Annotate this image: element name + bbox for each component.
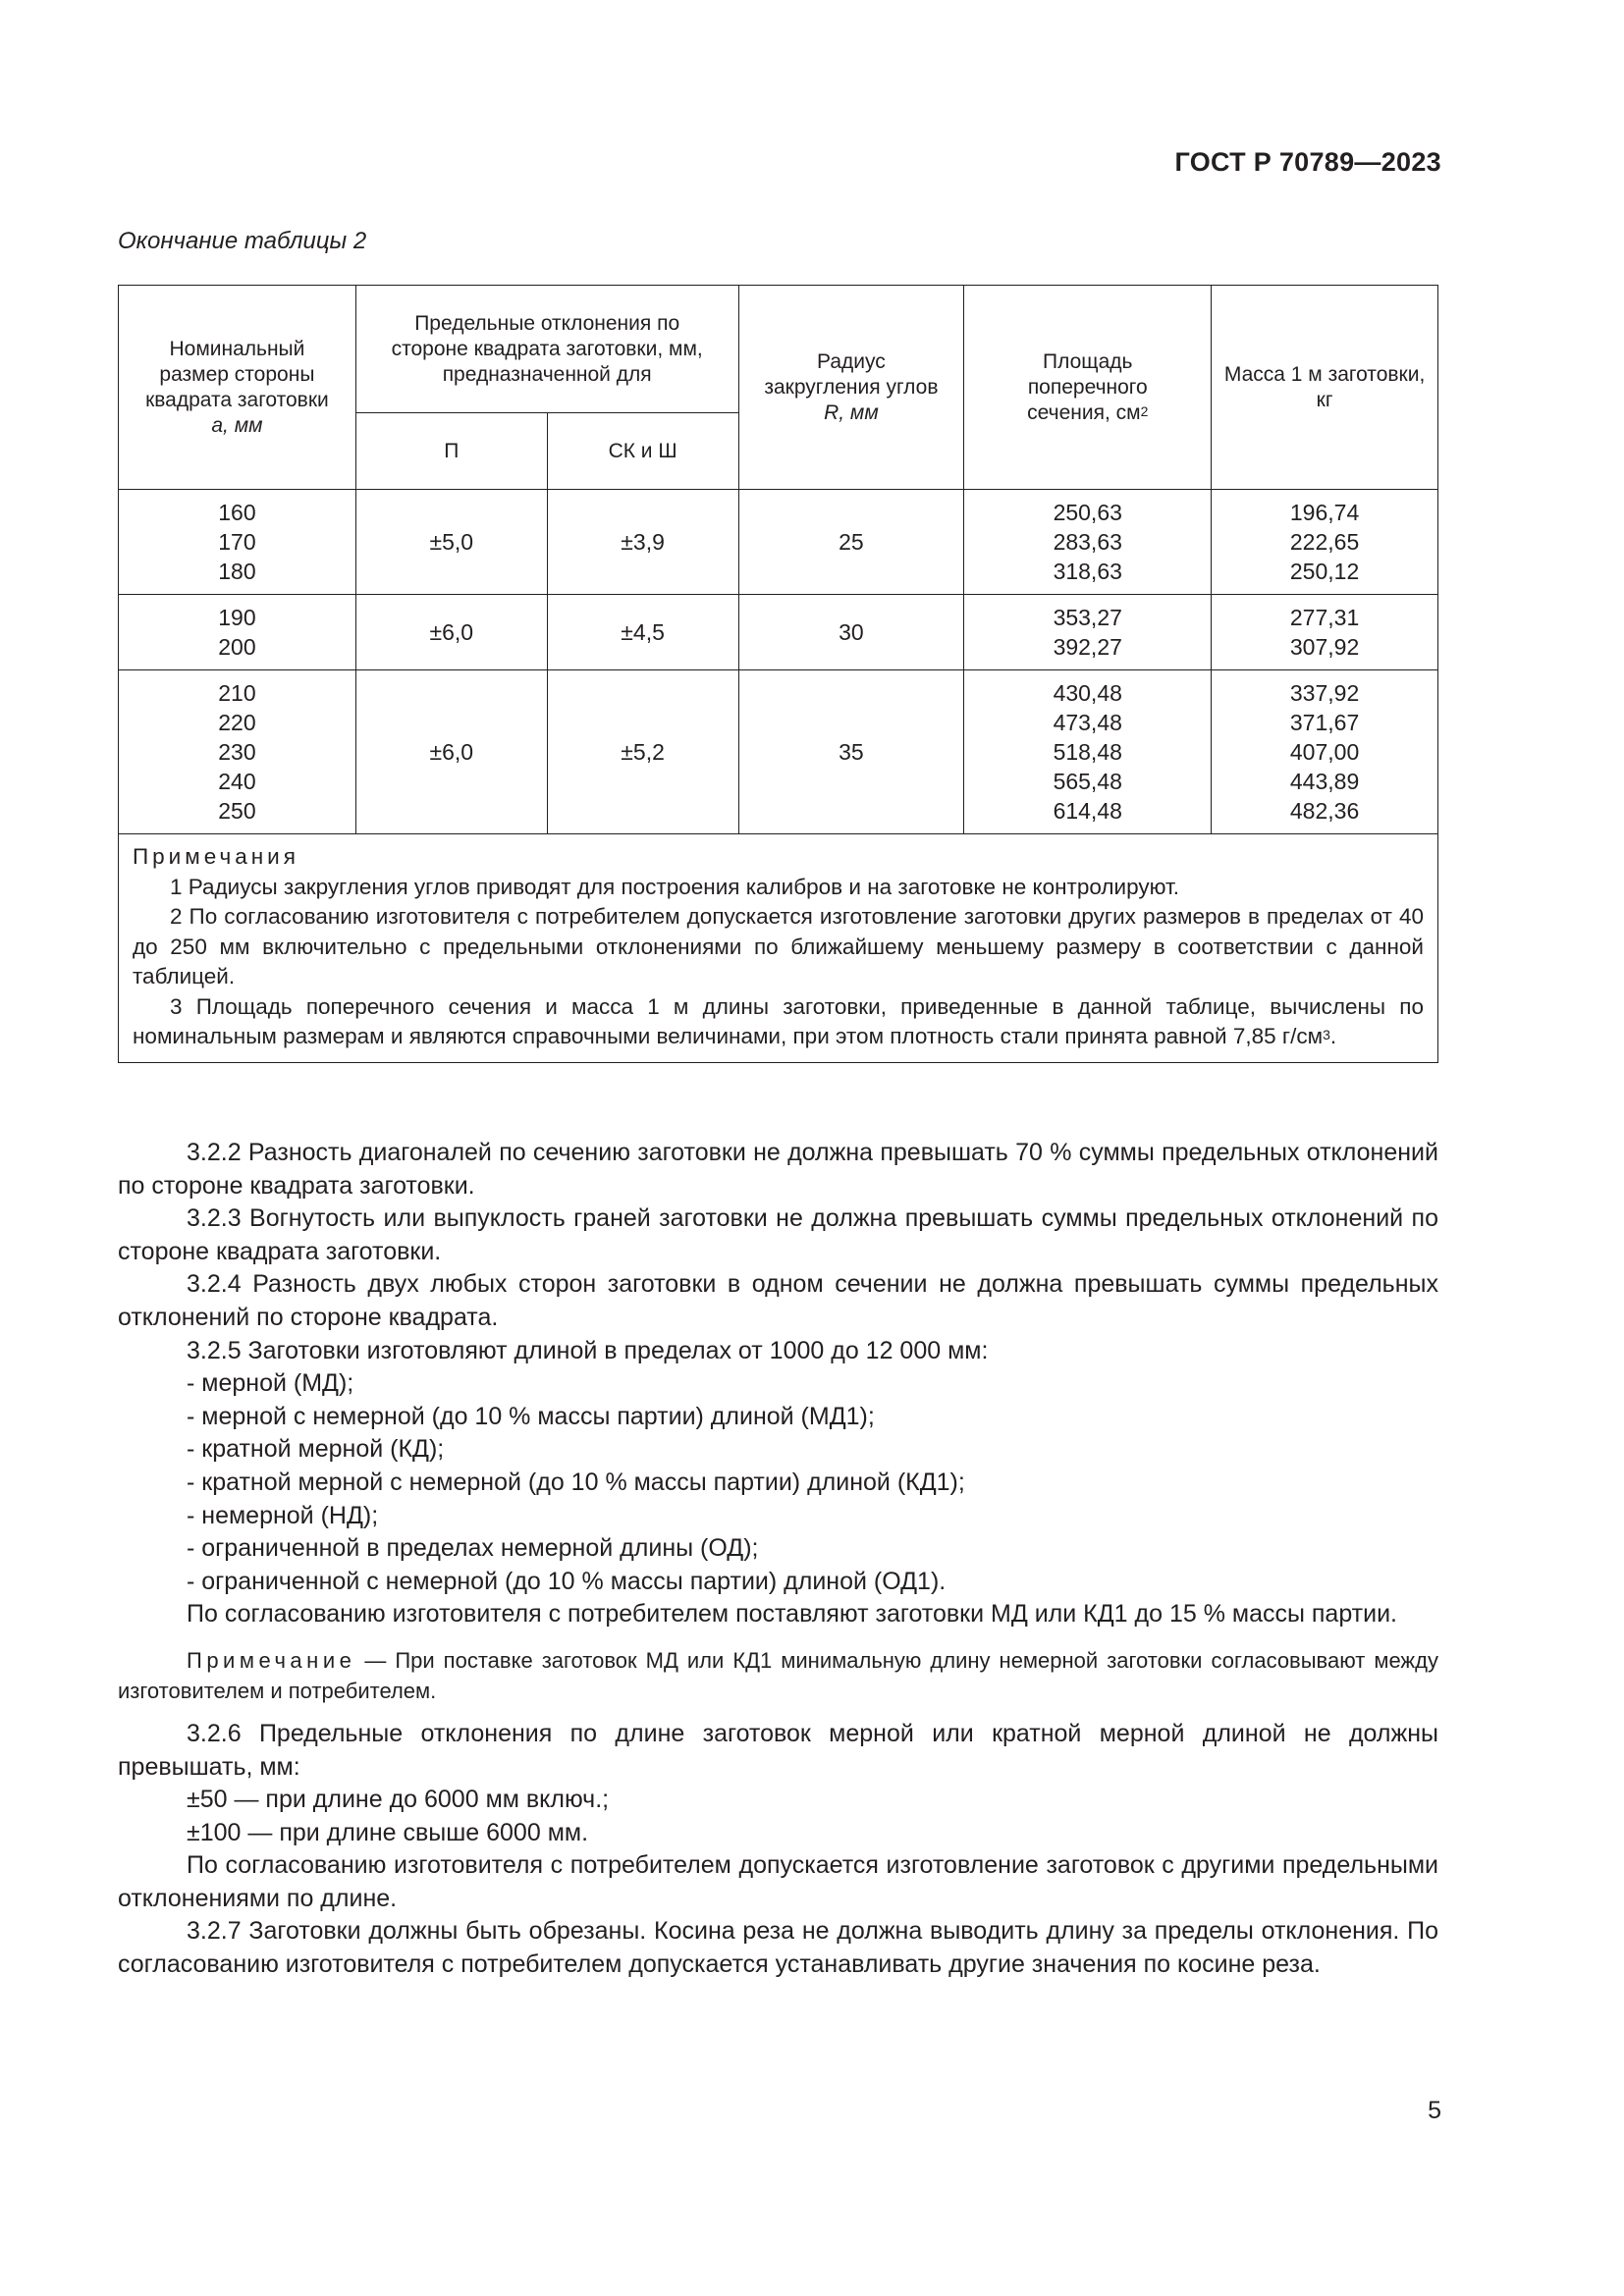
page-number: 5: [1428, 2097, 1441, 2124]
table-row: [119, 490, 1438, 595]
table-row: [119, 595, 1438, 670]
list-item: - ограниченной с немерной (до 10 % массы партии) длиной (ОД1).: [187, 1567, 947, 1595]
note-2: 2 По согласованию изготовителя с потребителем допускается изготовление заготовки других размеров в пределах от 40 до 250 мм включительно с предельными отклонениями по ближайшему меньшему размеру в соответствии с данной таблицей.: [133, 904, 1424, 988]
note-3: 3 Площадь поперечного сечения и масса 1 м длины заготовки, приведенные в данной таблице, вычислены по номинальным размерам и являются справочными величинами, при этом плотность стали принята равной 7,85 $г/см^3$.: [133, 993, 1424, 1048]
list-item: - кратной мерной (КД);: [187, 1435, 445, 1464]
header-sk-sh: СК и Ш: [547, 413, 738, 490]
cell-tolerance-p: ±5,0: [355, 490, 547, 595]
clause-3-2-7: 3.2.7 Заготовки должны быть обрезаны. Косина реза не должна выводить длину за пределы отклонения. По согласованию изготовителя с потребителем допускается устанавливать другие значения по косине реза.: [118, 1917, 1438, 1979]
table-notes: [119, 834, 1438, 1063]
header-nominal-size: Номинальный размер стороны квадрата заготовки а, мм: [119, 286, 356, 490]
header-tolerance-group: Предельные отклонения по стороне квадрата заготовки, мм, предназначенной для: [355, 286, 738, 413]
list-item: - немерной (НД);: [187, 1501, 379, 1529]
cell-sizes: 160 170 180: [119, 490, 356, 595]
table-2: [118, 285, 1438, 1063]
agreement-paragraph-2: По согласованию изготовителя с потребителем допускается изготовление заготовок с другими предельными отклонениями по длине.: [118, 1851, 1438, 1912]
clause-3-2-4: 3.2.4 Разность двух любых сторон заготовки в одном сечении не должна превышать суммы предельных отклонений по стороне квадрата.: [118, 1270, 1438, 1331]
cell-sizes: 210 220 230 240 250: [119, 670, 356, 834]
note-1: 1 Радиусы закругления углов приводят для построения калибров и на заготовке не контролируют.: [170, 874, 1180, 899]
note-paragraph: [118, 1645, 1438, 1706]
table-row: [119, 670, 1438, 834]
clause-3-2-2: 3.2.2 Разность диагоналей по сечению заготовки не должна превышать 70 % суммы предельных отклонений по стороне квадрата заготовки.: [118, 1139, 1438, 1200]
cell-area: 250,63 283,63 318,63: [964, 490, 1212, 595]
cell-tolerance-p: ±6,0: [355, 670, 547, 834]
agreement-paragraph-1: По согласованию изготовителя с потребителем поставляют заготовки МД или КД1 до 15 % массы партии.: [187, 1600, 1398, 1629]
list-item: - ограниченной в пределах немерной длины (ОД);: [187, 1534, 759, 1563]
table-caption: Окончание таблицы 2: [118, 228, 367, 254]
header-p: П: [355, 413, 547, 490]
cell-radius: 25: [738, 490, 964, 595]
note-text: — При поставке заготовок МД или КД1 минимальную длину немерной заготовки согласовывают между изготовителем и потребителем.: [118, 1647, 1438, 1703]
table-notes-row: [119, 834, 1438, 1063]
cell-area: 430,48 473,48 518,48 565,48 614,48: [964, 670, 1212, 834]
cell-tolerance-p: ±6,0: [355, 595, 547, 670]
header-corner-radius: Радиус закругления углов R, мм: [738, 286, 964, 490]
header-mass-per-meter: Масса 1 м заготовки, кг: [1212, 286, 1438, 490]
tolerance-line-2: ±100 — при длине свыше 6000 мм.: [187, 1818, 589, 1846]
cell-tolerance-sk: ±4,5: [547, 595, 738, 670]
cell-sizes: 190 200: [119, 595, 356, 670]
note-label: Примечание: [187, 1647, 356, 1673]
list-item: - мерной (МД);: [187, 1369, 354, 1398]
cell-radius: 30: [738, 595, 964, 670]
tolerance-line-1: ±50 — при длине до 6000 мм включ.;: [187, 1786, 610, 1814]
cell-tolerance-sk: ±5,2: [547, 670, 738, 834]
list-item: - мерной с немерной (до 10 % массы партии) длиной (МД1);: [187, 1402, 875, 1430]
document-code-header: ГОСТ Р 70789—2023: [1174, 147, 1441, 177]
notes-title: Примечания: [133, 844, 299, 869]
cell-radius: 35: [738, 670, 964, 834]
cell-mass: 337,92 371,67 407,00 443,89 482,36: [1212, 670, 1438, 834]
list-item: - кратной мерной с немерной (до 10 % массы партии) длиной (КД1);: [187, 1468, 965, 1496]
body-text: [118, 1137, 1438, 1982]
cell-area: 353,27 392,27: [964, 595, 1212, 670]
cell-tolerance-sk: ±3,9: [547, 490, 738, 595]
clause-3-2-3: 3.2.3 Вогнутость или выпуклость граней заготовки не должна превышать суммы предельных отклонений по стороне квадрата заготовки.: [118, 1204, 1438, 1265]
cell-mass: 277,31 307,92: [1212, 595, 1438, 670]
clause-3-2-6: 3.2.6 Предельные отклонения по длине заготовок мерной или кратной мерной длиной не должны превышать, мм:: [118, 1719, 1438, 1781]
clause-3-2-5: 3.2.5 Заготовки изготовляют длиной в пределах от 1000 до 12 000 мм:: [187, 1336, 989, 1364]
header-cross-section-area: Площадь поперечного сечения, $см^2$: [964, 286, 1212, 490]
cell-mass: 196,74 222,65 250,12: [1212, 490, 1438, 595]
